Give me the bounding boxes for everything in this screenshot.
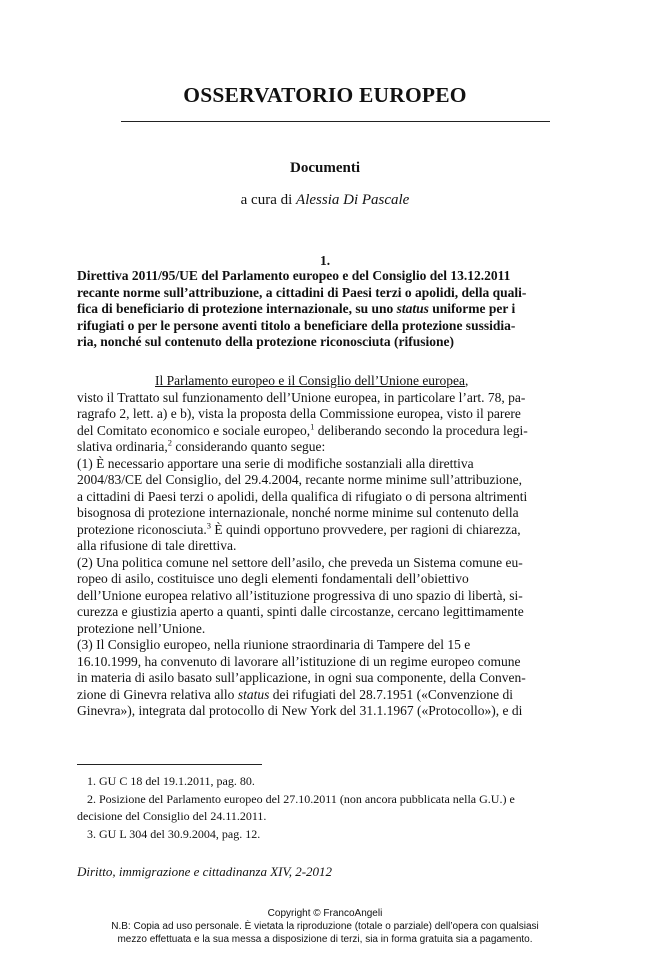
body-line: Ginevra»), integrata dal protocollo di New York del 31.1.1967 («Protocollo»), e di [77, 703, 523, 718]
body-line: slativa ordinaria,$^2$ considerando quanto segue: [77, 437, 326, 454]
body-line: protezione nell’Unione. [77, 620, 206, 636]
body-line: curezza e giustizia aperto a quanti, spinti dalle circostanze, cercano legittimamente [77, 604, 524, 619]
body-line: 2004/83/CE del Consiglio, del 29.4.2004, recante norme minime sull’attribuzione, [77, 472, 523, 487]
body-line: zione di Ginevra relativa allo status dei rifugiati del 28.7.1951 («Convenzione di [77, 686, 514, 702]
body-line: a cittadini di Paesi terzi o apolidi, della qualifica di rifugiato o di persona altrimenti [77, 488, 528, 504]
preamble-heading: Il Parlamento europeo e il Consiglio dell’Unione europea, [155, 373, 469, 388]
body-line: del Comitato economico e sociale europeo,$^1$ deliberando secondo la procedura legi- [77, 421, 528, 438]
body-line: bisognosa di protezione internazionale, nonché norme minime sul contenuto della [77, 505, 519, 520]
footnote-2: 2. Posizione del Parlamento europeo del 27.10.2011 (non ancora pubblicata nella G.U.) e [87, 791, 515, 806]
copyright-line: Copyright © FrancoAngeli [267, 908, 383, 919]
journal-citation: Diritto, immigrazione e cittadinanza XIV, 2-2012 [77, 864, 333, 879]
document-title-line: ria, nonché sul contenuto della protezione riconosciuta (rifusione) [77, 334, 454, 349]
footnote-ref-3: 3 [206, 520, 211, 530]
body-line: protezione riconosciuta.$^3$ È quindi opportuno provvedere, per ragioni di chiarezza, [77, 520, 521, 537]
section-heading: Documenti [290, 160, 360, 176]
copyright-line: mezzo effettuata e la sua messa a disposizione di terzi, sia in forma gratuita sia a pagamento. [117, 934, 533, 945]
document-number: 1. [319, 253, 331, 268]
document-title-line: recante norme sull’attribuzione, a cittadini di Paesi terzi o apolidi, della quali- [77, 284, 527, 300]
body-line: dell’Unione europea relativo all’istituzione progressiva di uno spazio di libertà, si- [77, 587, 523, 603]
footnote-3: 3. GU L 304 del 30.9.2004, pag. 12. [87, 826, 261, 841]
body-line: in materia di asilo basato sull’applicazione, in ogni sua componente, della Conven- [77, 670, 526, 685]
document-title [77, 268, 573, 351]
body-line: (1) È necessario apportare una serie di modifiche sostanziali alla direttiva [77, 455, 474, 471]
body-line: visto il Trattato sul funzionamento dell’Unione europea, in particolare l’art. 78, pa- [77, 389, 526, 405]
body-line: ropeo di asilo, costituisce uno degli elementi fondamentali dell’obiettivo [77, 571, 469, 586]
copyright-line: N.B: Copia ad uso personale. È vietata la riproduzione (totale o parziale) dell’opera con qualsiasi [111, 921, 539, 932]
document-title-line: rifugiati o per le persone aventi titolo a beneficiare della protezione sussidia- [77, 317, 516, 333]
body-line: 16.10.1999, ha convenuto di lavorare all’istituzione di un regime europeo comune [77, 653, 521, 669]
footnote-divider [77, 764, 262, 765]
footnote-ref-2: 2 [167, 437, 172, 448]
copyright-notice [0, 907, 650, 946]
footnote-2-continued: decisione del Consiglio del 24.11.2011. [77, 809, 267, 823]
body-line: ragrafo 2, lett. a) e b), vista la proposta della Commissione europea, visto il parere [77, 406, 521, 421]
footnote-ref-1: 1 [310, 421, 315, 431]
document-title-line: fica di beneficiario di protezione internazionale, su uno status uniforme per i [77, 301, 516, 316]
footnote-1: 1. GU C 18 del 19.1.2011, pag. 80. [87, 774, 255, 788]
document-body [77, 373, 573, 720]
curator-line [0, 192, 650, 209]
footnotes [77, 773, 577, 843]
title-divider [121, 121, 550, 122]
body-line: alla rifusione di tale direttiva. [77, 538, 237, 553]
page-title: OSSERVATORIO EUROPEO [183, 83, 467, 107]
document-title-line: Direttiva 2011/95/UE del Parlamento europeo e del Consiglio del 13.12.2011 [77, 268, 511, 283]
body-line: (2) Una politica comune nel settore dell’asilo, che preveda un Sistema comune eu- [77, 554, 523, 570]
body-line: (3) Il Consiglio europeo, nella riunione straordinaria di Tampere del 15 e [77, 637, 471, 652]
curator-name: Alessia Di Pascale [296, 192, 410, 208]
curator-prefix: a cura di [240, 192, 297, 208]
